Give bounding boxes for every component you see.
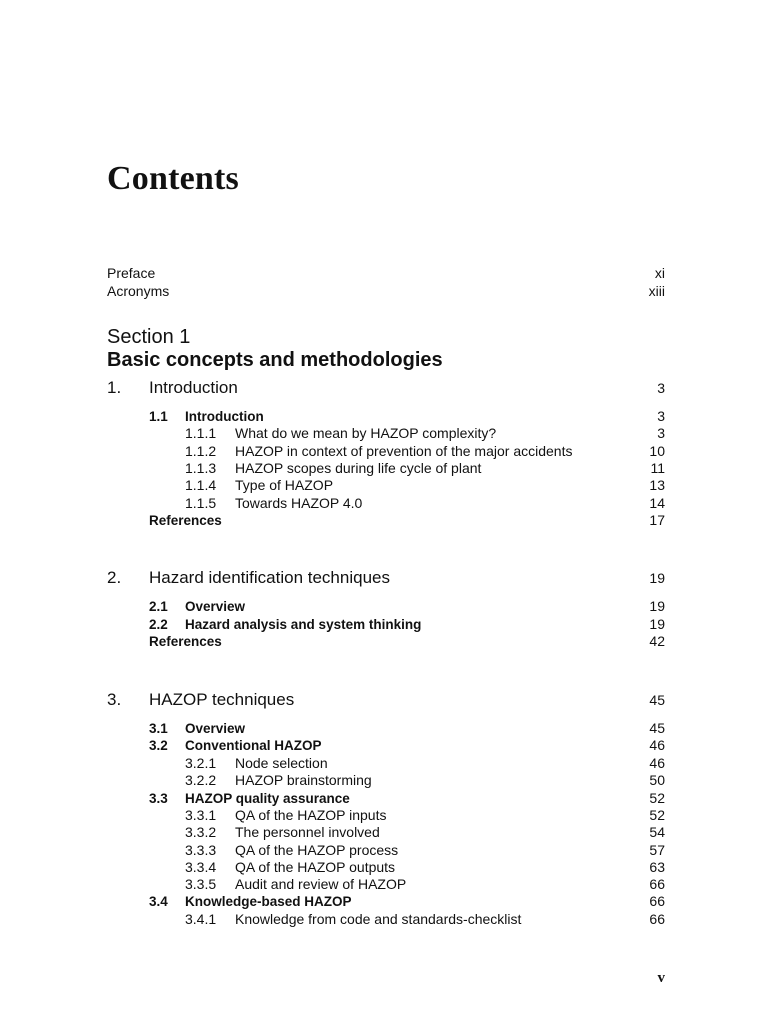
chapter-number: 2. bbox=[107, 568, 122, 587]
entry-page: 42 bbox=[649, 633, 665, 649]
entry-title: QA of the HAZOP process bbox=[235, 842, 399, 858]
entry-page: 19 bbox=[649, 598, 665, 614]
entry-page: 45 bbox=[649, 720, 665, 736]
toc-entry-2-2[interactable] bbox=[149, 616, 665, 632]
entry-number: 3.1 bbox=[149, 721, 168, 736]
entry-number: 3.4 bbox=[149, 894, 168, 909]
chapter-title: Hazard identification techniques bbox=[149, 568, 390, 587]
section-number: Section 1 bbox=[107, 326, 191, 348]
toc-entry-3-3-2[interactable] bbox=[185, 824, 665, 840]
entry-number: 3.2.2 bbox=[185, 772, 217, 788]
entry-title: HAZOP quality assurance bbox=[185, 791, 350, 806]
entry-title: The personnel involved bbox=[235, 824, 380, 840]
toc-entry-3-2[interactable] bbox=[149, 737, 665, 753]
entry-title: What do we mean by HAZOP complexity? bbox=[235, 425, 497, 441]
entry-page: 14 bbox=[649, 495, 665, 511]
chapter-page: 3 bbox=[657, 380, 665, 396]
entry-page: 66 bbox=[649, 911, 665, 927]
toc-entry-1-1-5[interactable] bbox=[185, 495, 665, 511]
entry-title: Preface bbox=[107, 265, 156, 281]
toc-entry-3-3-3[interactable] bbox=[185, 842, 665, 858]
entry-number: 3.3.4 bbox=[185, 859, 217, 875]
entry-title: Conventional HAZOP bbox=[185, 738, 322, 753]
entry-page: 3 bbox=[657, 425, 665, 441]
toc-entry-3-4[interactable] bbox=[149, 893, 665, 909]
entry-page: 54 bbox=[649, 824, 665, 840]
entry-title: Towards HAZOP 4.0 bbox=[235, 495, 363, 511]
toc-entry-2-1[interactable] bbox=[149, 598, 665, 614]
entry-title: HAZOP in context of prevention of the major accidents bbox=[235, 443, 573, 459]
toc-entry-3-3-4[interactable] bbox=[185, 859, 665, 875]
entry-title: QA of the HAZOP inputs bbox=[235, 807, 387, 823]
entry-title: Overview bbox=[185, 721, 246, 736]
entry-title: HAZOP scopes during life cycle of plant bbox=[235, 460, 482, 476]
entry-number: 3.3.1 bbox=[185, 807, 217, 823]
entry-page: xi bbox=[654, 265, 665, 281]
entry-page: 66 bbox=[649, 893, 665, 909]
entry-title: HAZOP brainstorming bbox=[235, 772, 372, 788]
page-title: Contents bbox=[107, 160, 239, 197]
entry-number: 1.1.5 bbox=[185, 495, 217, 511]
toc-entry-1-1-1[interactable] bbox=[185, 425, 665, 441]
entry-page: 63 bbox=[649, 859, 665, 875]
toc-entry-3-2-1[interactable] bbox=[185, 755, 665, 771]
entry-title: Hazard analysis and system thinking bbox=[185, 617, 422, 632]
toc-entry-3-3[interactable] bbox=[149, 790, 665, 806]
entry-number: 3.3.3 bbox=[185, 842, 217, 858]
chapter-page: 19 bbox=[649, 570, 665, 586]
entry-title: Knowledge from code and standards-checklist bbox=[235, 911, 522, 927]
chapter-title: Introduction bbox=[149, 378, 238, 397]
toc-entry-references-2[interactable] bbox=[149, 633, 665, 649]
entry-number: 1.1.4 bbox=[185, 477, 217, 493]
chapter-title: HAZOP techniques bbox=[149, 690, 295, 709]
entry-title: References bbox=[149, 634, 222, 649]
entry-page: 3 bbox=[657, 408, 665, 424]
entry-number: 3.3.5 bbox=[185, 876, 217, 892]
entry-title: Acronyms bbox=[107, 283, 170, 299]
entry-title: Overview bbox=[185, 599, 246, 614]
entry-number: 1.1 bbox=[149, 409, 168, 424]
entry-title: Type of HAZOP bbox=[235, 477, 334, 493]
entry-title: Audit and review of HAZOP bbox=[235, 876, 407, 892]
toc-entry-1-1-2[interactable] bbox=[185, 443, 665, 459]
entry-number: 1.1.1 bbox=[185, 425, 217, 441]
toc-entry-1-1-4[interactable] bbox=[185, 477, 665, 493]
entry-page: 52 bbox=[649, 807, 665, 823]
toc-entry-acronyms[interactable] bbox=[107, 283, 665, 299]
entry-number: 3.3.2 bbox=[185, 824, 217, 840]
entry-number: 3.2.1 bbox=[185, 755, 217, 771]
page-number: v bbox=[657, 970, 665, 986]
entry-page: 52 bbox=[649, 790, 665, 806]
entry-page: 10 bbox=[649, 443, 665, 459]
entry-page: 46 bbox=[649, 737, 665, 753]
entry-page: 50 bbox=[649, 772, 665, 788]
entry-number: 1.1.3 bbox=[185, 460, 217, 476]
chapter-page: 45 bbox=[649, 692, 665, 708]
entry-page: 17 bbox=[649, 512, 665, 528]
entry-page: 57 bbox=[649, 842, 665, 858]
entry-title: Introduction bbox=[185, 409, 264, 424]
entry-page: xiii bbox=[648, 283, 665, 299]
toc-chapter-1[interactable] bbox=[107, 378, 665, 398]
entry-page: 11 bbox=[650, 460, 665, 476]
entry-number: 1.1.2 bbox=[185, 443, 217, 459]
entry-page: 46 bbox=[649, 755, 665, 771]
entry-title: Knowledge-based HAZOP bbox=[185, 894, 352, 909]
toc-entry-preface[interactable] bbox=[107, 265, 665, 281]
entry-number: 2.1 bbox=[149, 599, 168, 614]
toc-entry-3-1[interactable] bbox=[149, 720, 665, 736]
entry-page: 13 bbox=[649, 477, 665, 493]
entry-title: Node selection bbox=[235, 755, 328, 771]
toc-entry-3-4-1[interactable] bbox=[185, 911, 665, 927]
chapter-number: 1. bbox=[107, 378, 122, 397]
toc-chapter-3[interactable] bbox=[107, 690, 665, 710]
entry-title: QA of the HAZOP outputs bbox=[235, 859, 396, 875]
toc-entry-3-3-1[interactable] bbox=[185, 807, 665, 823]
entry-title: References bbox=[149, 513, 222, 528]
section-title: Basic concepts and methodologies bbox=[107, 349, 443, 371]
toc-entry-3-3-5[interactable] bbox=[185, 876, 665, 892]
toc-entry-3-2-2[interactable] bbox=[185, 772, 665, 788]
entry-number: 3.4.1 bbox=[185, 911, 217, 927]
toc-entry-1-1-3[interactable] bbox=[185, 460, 665, 476]
entry-page: 19 bbox=[649, 616, 665, 632]
entry-page: 66 bbox=[649, 876, 665, 892]
toc-entry-1-1[interactable] bbox=[149, 408, 665, 424]
toc-entry-references-1[interactable] bbox=[149, 512, 665, 528]
entry-number: 2.2 bbox=[149, 617, 168, 632]
entry-number: 3.3 bbox=[149, 791, 168, 806]
entry-number: 3.2 bbox=[149, 738, 168, 753]
toc-chapter-2[interactable] bbox=[107, 568, 665, 588]
chapter-number: 3. bbox=[107, 690, 122, 709]
